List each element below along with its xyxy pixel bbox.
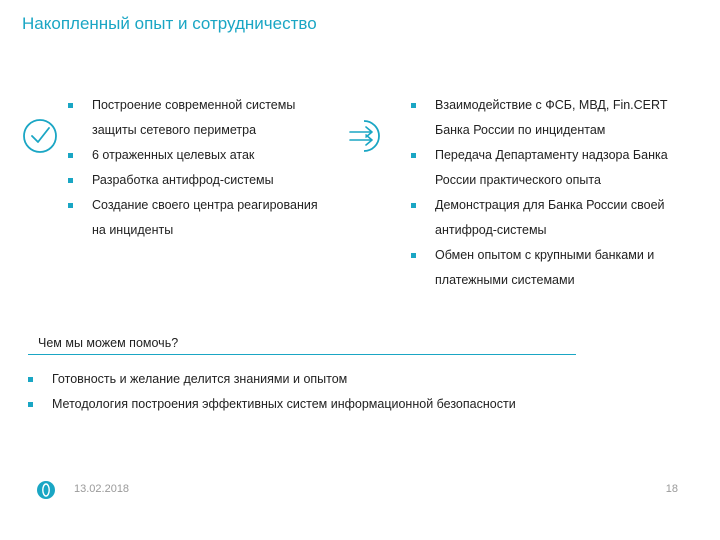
- slide-title: Накопленный опыт и сотрудничество: [22, 14, 317, 33]
- bullet-icon: [28, 377, 33, 382]
- check-circle-icon: [22, 118, 58, 154]
- page-number: 18: [665, 483, 678, 495]
- left-list: [68, 93, 338, 243]
- right-list-item: [411, 243, 711, 293]
- left-list-item: [68, 93, 338, 143]
- right-list-item: [411, 93, 711, 143]
- right-list-item-text: антифрод-системы: [435, 223, 547, 237]
- help-divider: [28, 354, 576, 355]
- right-list: [411, 93, 711, 293]
- help-heading: Чем мы можем помочь?: [38, 336, 179, 350]
- left-list-item: [68, 143, 338, 168]
- left-list-item-text: Построение современной системы: [92, 98, 296, 112]
- left-list-item-text: защиты сетевого периметра: [92, 123, 257, 137]
- bullet-icon: [68, 103, 73, 108]
- help-list: [28, 367, 588, 417]
- right-list-item: [411, 193, 711, 243]
- help-list-item: [28, 367, 588, 392]
- right-list-item-text: Передача Департаменту надзора Банка: [435, 148, 668, 162]
- footer-date: 13.02.2018: [74, 483, 130, 495]
- bullet-icon: [68, 153, 73, 158]
- help-list-item-text: Готовность и желание делится знаниями и опытом: [52, 372, 348, 386]
- bullet-icon: [411, 153, 416, 158]
- right-list-item-text: Демонстрация для Банка России своей: [435, 198, 665, 212]
- bullet-icon: [28, 402, 33, 407]
- right-list-item-text: Банка России по инцидентам: [435, 123, 606, 137]
- left-list-item: [68, 193, 338, 243]
- bullet-icon: [68, 178, 73, 183]
- bullet-icon: [411, 253, 416, 258]
- left-list-item-text: 6 отраженных целевых атак: [92, 148, 255, 162]
- right-list-item-text: Взаимодействие с ФСБ, МВД, Fin.CERT: [435, 98, 668, 112]
- bullet-icon: [411, 103, 416, 108]
- help-list-item-text: Методология построения эффективных систем информационной безопасности: [52, 397, 516, 411]
- company-logo-icon: [36, 480, 56, 500]
- left-list-item-text: на инциденты: [92, 223, 174, 237]
- right-list-item-text: платежными системами: [435, 273, 575, 287]
- bullet-icon: [68, 203, 73, 208]
- right-list-item-text: Обмен опытом с крупными банками и: [435, 248, 655, 262]
- left-list-item: [68, 168, 338, 193]
- right-list-item-text: России практического опыта: [435, 173, 601, 187]
- left-list-item-text: Создание своего центра реагирования: [92, 198, 318, 212]
- bullet-icon: [411, 203, 416, 208]
- help-list-item: [28, 392, 588, 417]
- left-list-item-text: Разработка антифрод-системы: [92, 173, 274, 187]
- right-list-item: [411, 143, 711, 193]
- arrow-exchange-icon: [344, 118, 380, 154]
